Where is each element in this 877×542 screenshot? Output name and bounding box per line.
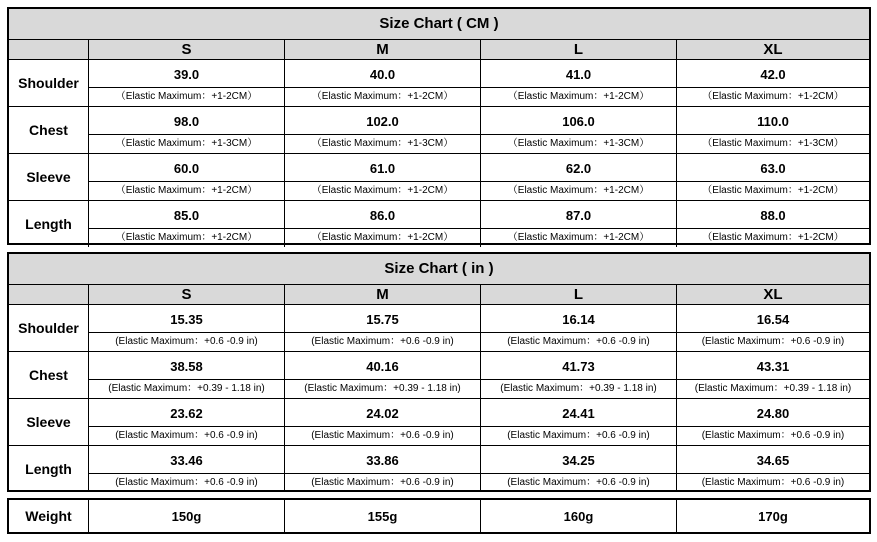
measurement-value: 41.0 xyxy=(565,67,592,82)
measurement-value: 38.58 xyxy=(170,359,203,374)
elastic-note: （Elastic Maximum：+1-2CM） xyxy=(89,181,284,200)
size-header-s: S xyxy=(88,285,284,304)
row-label-shoulder: Shoulder xyxy=(18,75,79,91)
elastic-note: (Elastic Maximum：+0.6 -0.9 in) xyxy=(677,332,869,351)
measurement-value: 16.14 xyxy=(562,312,595,327)
weight-value-m: 155g xyxy=(284,500,480,532)
measurement-value: 63.0 xyxy=(760,161,786,176)
size-header-m: M xyxy=(284,285,480,304)
elastic-note: （Elastic Maximum：+1-3CM） xyxy=(481,134,676,153)
elastic-note: (Elastic Maximum：+0.6 -0.9 in) xyxy=(677,473,869,492)
elastic-note: (Elastic Maximum：+0.39 - 1.18 in) xyxy=(481,379,676,398)
elastic-note: (Elastic Maximum：+0.6 -0.9 in) xyxy=(89,426,284,445)
elastic-note: （Elastic Maximum：+1-2CM） xyxy=(285,228,480,247)
size-chart-cm-table xyxy=(7,7,871,245)
elastic-note: （Elastic Maximum：+1-2CM） xyxy=(677,87,869,106)
elastic-note: （Elastic Maximum：+1-2CM） xyxy=(89,87,284,106)
row-label-shoulder: Shoulder xyxy=(18,320,79,336)
measurement-value: 106.0 xyxy=(562,114,595,129)
size-chart-in-table xyxy=(7,252,871,492)
weight-table xyxy=(7,498,871,534)
elastic-note: （Elastic Maximum：+1-2CM） xyxy=(481,87,676,106)
size-header-l: L xyxy=(480,40,676,59)
measurement-value: 24.41 xyxy=(562,406,595,421)
size-chart-in-title: Size Chart ( in ) xyxy=(9,254,869,285)
measurement-value: 15.75 xyxy=(366,312,399,327)
measurement-value: 34.25 xyxy=(562,453,595,468)
measurement-value: 102.0 xyxy=(366,114,399,129)
measurement-value: 87.0 xyxy=(565,208,592,223)
elastic-note: (Elastic Maximum：+0.6 -0.9 in) xyxy=(285,473,480,492)
measurement-value: 43.31 xyxy=(756,359,790,374)
measurement-value: 61.0 xyxy=(369,161,396,176)
elastic-note: (Elastic Maximum：+0.6 -0.9 in) xyxy=(481,332,676,351)
measurement-value: 85.0 xyxy=(173,208,200,223)
elastic-note: （Elastic Maximum：+1-2CM） xyxy=(481,228,676,247)
elastic-note: （Elastic Maximum：+1-2CM） xyxy=(677,228,869,247)
table-row-chest xyxy=(9,107,869,154)
row-label-chest: Chest xyxy=(29,122,68,138)
measurement-value: 34.65 xyxy=(756,453,790,468)
elastic-note: (Elastic Maximum：+0.6 -0.9 in) xyxy=(89,332,284,351)
elastic-note: (Elastic Maximum：+0.6 -0.9 in) xyxy=(89,473,284,492)
measurement-value: 33.46 xyxy=(170,453,203,468)
measurement-value: 16.54 xyxy=(756,312,790,327)
row-label-chest: Chest xyxy=(29,367,68,383)
row-label-sleeve: Sleeve xyxy=(26,169,71,185)
table-row-weight xyxy=(9,500,869,532)
elastic-note: (Elastic Maximum：+0.6 -0.9 in) xyxy=(285,426,480,445)
measurement-value: 15.35 xyxy=(170,312,203,327)
weight-value-xl: 170g xyxy=(676,500,869,532)
table-row-chest xyxy=(9,352,869,399)
elastic-note: （Elastic Maximum：+1-3CM） xyxy=(89,134,284,153)
elastic-note: （Elastic Maximum：+1-3CM） xyxy=(677,134,869,153)
size-header-l: L xyxy=(480,285,676,304)
row-label-weight: Weight xyxy=(25,508,72,524)
elastic-note: （Elastic Maximum：+1-2CM） xyxy=(481,181,676,200)
table-row-sleeve xyxy=(9,154,869,201)
measurement-value: 110.0 xyxy=(757,114,789,129)
measurement-value: 40.16 xyxy=(366,359,399,374)
elastic-note: （Elastic Maximum：+1-2CM） xyxy=(89,228,284,247)
size-header-m: M xyxy=(284,40,480,59)
table-row-shoulder xyxy=(9,305,869,352)
elastic-note: （Elastic Maximum：+1-2CM） xyxy=(677,181,869,200)
corner-cell xyxy=(9,285,88,304)
elastic-note: (Elastic Maximum：+0.39 - 1.18 in) xyxy=(677,379,869,398)
measurement-value: 23.62 xyxy=(170,406,203,421)
elastic-note: （Elastic Maximum：+1-3CM） xyxy=(285,134,480,153)
elastic-note: (Elastic Maximum：+0.6 -0.9 in) xyxy=(481,473,676,492)
measurement-value: 86.0 xyxy=(369,208,396,223)
row-label-length: Length xyxy=(25,216,72,232)
measurement-value: 24.02 xyxy=(366,406,399,421)
table-row-sleeve xyxy=(9,399,869,446)
size-header-xl: XL xyxy=(676,285,869,304)
size-chart-cm-title: Size Chart ( CM ) xyxy=(9,9,869,40)
measurement-value: 40.0 xyxy=(369,67,396,82)
elastic-note: (Elastic Maximum：+0.39 - 1.18 in) xyxy=(285,379,480,398)
elastic-note: (Elastic Maximum：+0.39 - 1.18 in) xyxy=(89,379,284,398)
measurement-value: 88.0 xyxy=(760,208,786,223)
measurement-value: 60.0 xyxy=(173,161,200,176)
elastic-note: (Elastic Maximum：+0.6 -0.9 in) xyxy=(677,426,869,445)
measurement-value: 42.0 xyxy=(760,67,786,82)
measurement-value: 33.86 xyxy=(366,453,399,468)
measurement-value: 98.0 xyxy=(173,114,200,129)
table-row-length xyxy=(9,446,869,492)
row-label-sleeve: Sleeve xyxy=(26,414,71,430)
size-header-xl: XL xyxy=(676,40,869,59)
elastic-note: (Elastic Maximum：+0.6 -0.9 in) xyxy=(285,332,480,351)
measurement-value: 41.73 xyxy=(562,359,595,374)
row-label-length: Length xyxy=(25,461,72,477)
table-row-length xyxy=(9,201,869,247)
measurement-value: 24.80 xyxy=(756,406,790,421)
elastic-note: (Elastic Maximum：+0.6 -0.9 in) xyxy=(481,426,676,445)
elastic-note: （Elastic Maximum：+1-2CM） xyxy=(285,87,480,106)
measurement-value: 39.0 xyxy=(173,67,200,82)
table-row-shoulder xyxy=(9,60,869,107)
size-header-row xyxy=(9,285,869,305)
measurement-value: 62.0 xyxy=(565,161,592,176)
weight-value-l: 160g xyxy=(480,500,676,532)
weight-value-s: 150g xyxy=(88,500,284,532)
size-header-s: S xyxy=(88,40,284,59)
size-header-row xyxy=(9,40,869,60)
corner-cell xyxy=(9,40,88,59)
elastic-note: （Elastic Maximum：+1-2CM） xyxy=(285,181,480,200)
